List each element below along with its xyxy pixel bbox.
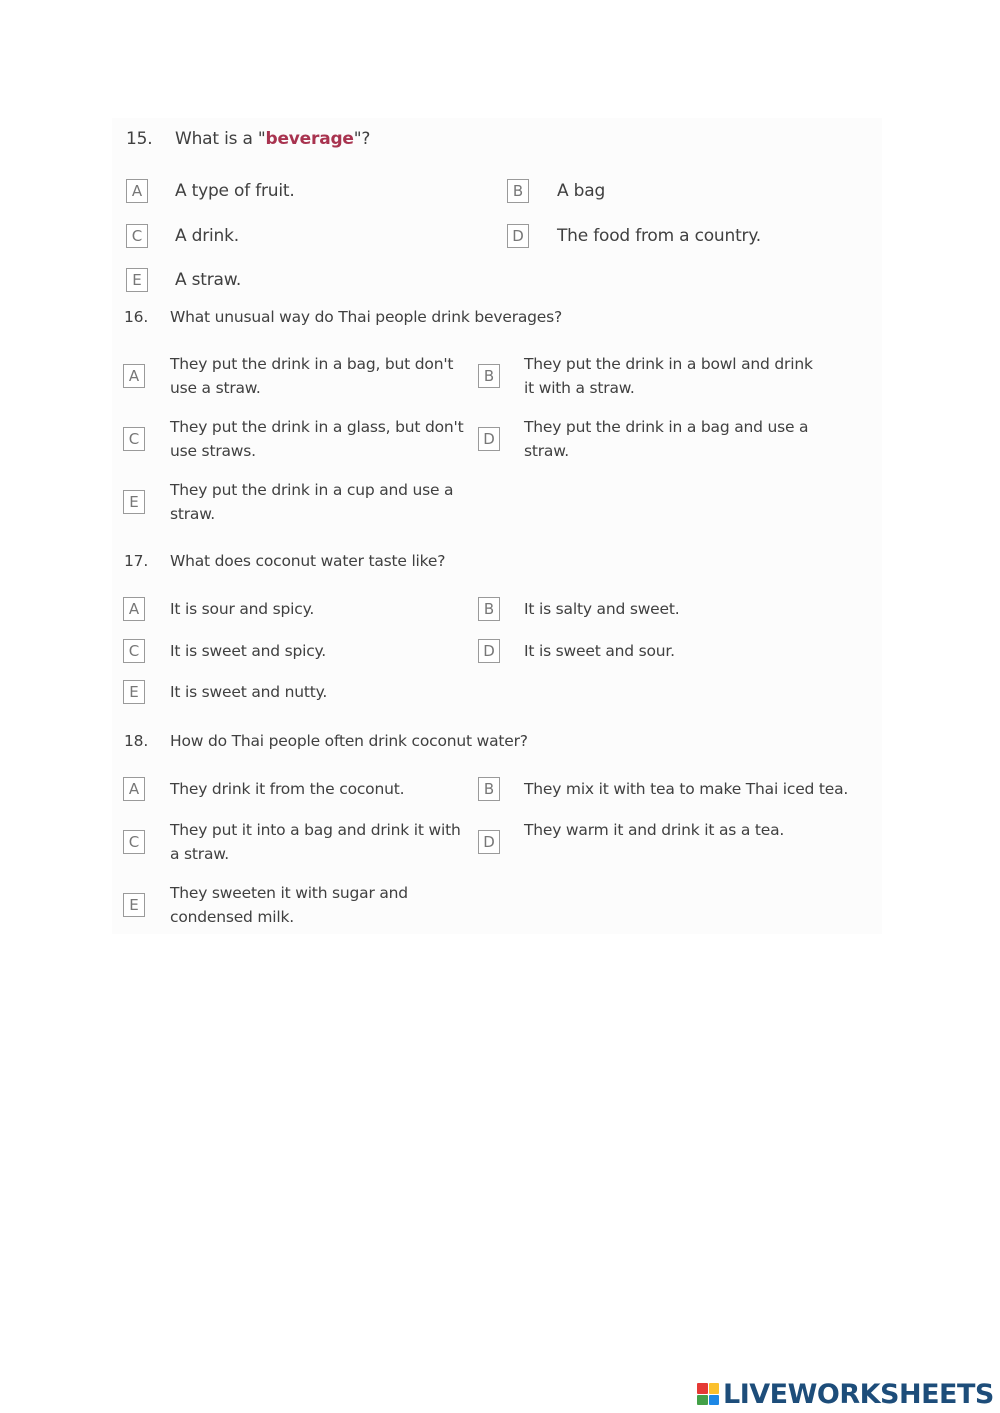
q16-option-b-text: They put the drink in a bowl and drink it with a straw. (524, 355, 813, 397)
question-17-number: 17. (124, 552, 149, 570)
q18-option-a-text: They drink it from the coconut. (170, 780, 405, 798)
q16-option-c-text: They put the drink in a glass, but don't use straws. (170, 418, 464, 460)
q15-option-c-text: A drink. (175, 226, 239, 246)
q18-option-d-text: They warm it and drink it as a tea. (524, 821, 785, 839)
q16-option-e-box[interactable]: E (123, 490, 145, 514)
q16-option-a-box[interactable]: A (123, 364, 145, 388)
q18-option-b-text: They mix it with tea to make Thai iced tea. (524, 780, 849, 798)
q15-option-e-text: A straw. (175, 270, 242, 290)
q15-option-e-box[interactable]: E (126, 268, 148, 292)
q18-option-a-box[interactable]: A (123, 777, 145, 801)
q17-option-e-text: It is sweet and nutty. (170, 683, 328, 701)
q16-option-a-text: They put the drink in a bag, but don't use a straw. (170, 355, 454, 397)
q18-option-c-text: They put it into a bag and drink it with a straw. (170, 821, 461, 863)
question-15-text-after: "? (353, 129, 371, 149)
logo-text: LIVEWORKSHEETS (723, 1378, 994, 1410)
q17-option-e-box[interactable]: E (123, 680, 145, 704)
q17-option-c-text: It is sweet and spicy. (170, 642, 327, 660)
question-15-text (175, 129, 370, 149)
q18-option-b-box[interactable]: B (478, 777, 500, 801)
q18-option-c-box[interactable]: C (123, 830, 145, 854)
q17-option-c-box[interactable]: C (123, 639, 145, 663)
q17-option-b-text: It is salty and sweet. (524, 600, 680, 618)
question-15-number: 15. (126, 129, 153, 149)
q18-option-e-text: They sweeten it with sugar and condensed milk. (170, 884, 408, 926)
question-16-text: What unusual way do Thai people drink beverages? (170, 308, 563, 326)
logo-grid-icon (697, 1383, 719, 1405)
logo-square-green (697, 1395, 708, 1406)
q15-option-b-text: A bag (557, 181, 606, 201)
q15-option-d-box[interactable]: D (507, 224, 529, 248)
logo-square-red (697, 1383, 708, 1394)
q17-option-d-text: It is sweet and sour. (524, 642, 675, 660)
logo-square-blue (709, 1395, 720, 1406)
q17-option-d-box[interactable]: D (478, 639, 500, 663)
q15-option-d-text: The food from a country. (557, 226, 761, 246)
question-16-number: 16. (124, 308, 149, 326)
q18-option-d-box[interactable]: D (478, 830, 500, 854)
liveworksheets-logo (697, 1378, 994, 1410)
logo-square-yellow (709, 1383, 720, 1394)
q15-option-a-text: A type of fruit. (175, 181, 295, 201)
question-18-text: How do Thai people often drink coconut water? (170, 732, 528, 750)
q18-option-e-box[interactable]: E (123, 893, 145, 917)
q15-option-a-box[interactable]: A (126, 179, 148, 203)
question-18-number: 18. (124, 732, 149, 750)
q16-option-d-box[interactable]: D (478, 427, 500, 451)
q16-option-b-box[interactable]: B (478, 364, 500, 388)
q16-option-c-box[interactable]: C (123, 427, 145, 451)
question-15-text-before: What is a " (175, 129, 266, 149)
q15-option-b-box[interactable]: B (507, 179, 529, 203)
q15-option-c-box[interactable]: C (126, 224, 148, 248)
q17-option-a-box[interactable]: A (123, 597, 145, 621)
q16-option-e-text: They put the drink in a cup and use a straw. (170, 481, 454, 523)
question-17-text: What does coconut water taste like? (170, 552, 446, 570)
q16-option-d-text: They put the drink in a bag and use a straw. (524, 418, 809, 460)
q17-option-a-text: It is sour and spicy. (170, 600, 315, 618)
question-15-keyword: beverage (265, 129, 354, 149)
q17-option-b-box[interactable]: B (478, 597, 500, 621)
